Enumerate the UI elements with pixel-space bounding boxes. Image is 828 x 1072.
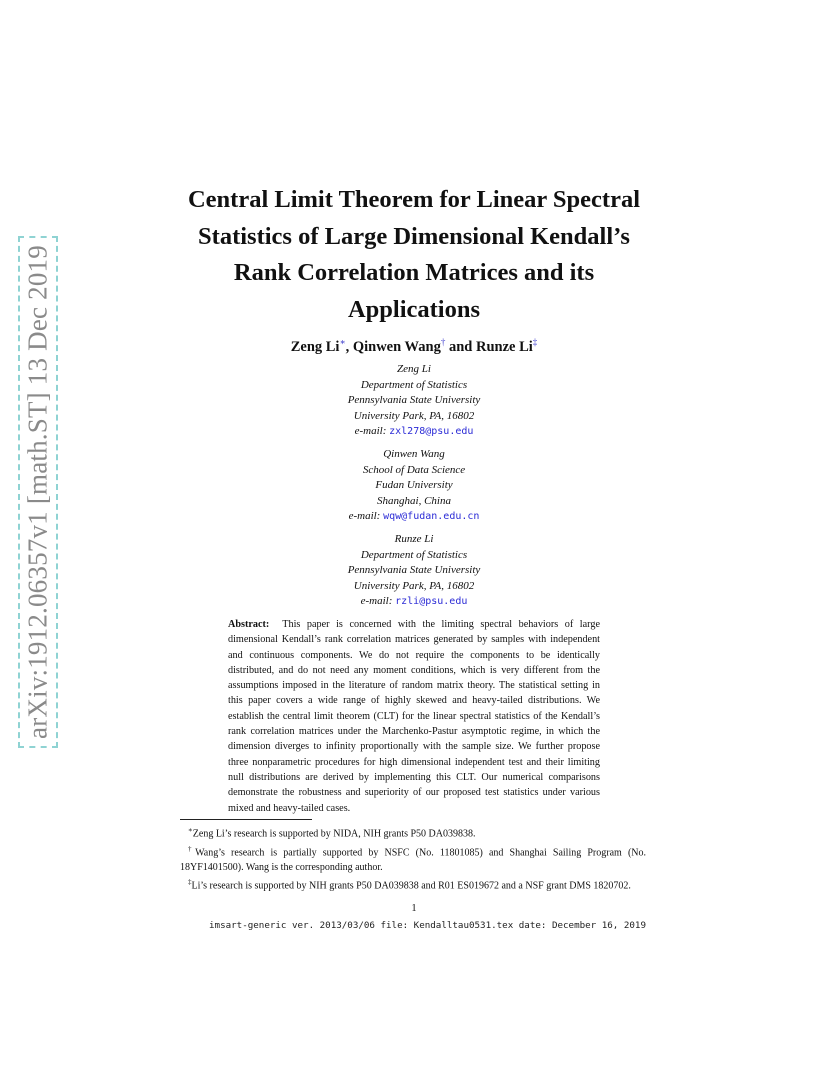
running-footer: imsart-generic ver. 2013/03/06 file: Kendalltau0531.tex date: December 16, 2019 bbox=[209, 920, 646, 931]
footnote-text: Zeng Li’s research is supported by NIDA, NIH grants P50 DA039838. bbox=[192, 828, 476, 840]
footnote bbox=[180, 842, 646, 876]
email-label: e-mail: bbox=[348, 510, 384, 522]
title-line-4: Applications bbox=[347, 295, 481, 323]
email-link[interactable]: wqw@fudan.edu.cn bbox=[383, 511, 480, 522]
footnote-link[interactable]: ‡ bbox=[532, 337, 538, 347]
title-line-3: Rank Correlation Matrices and its bbox=[233, 259, 595, 286]
abstract bbox=[228, 617, 600, 816]
affiliation-institution: Pennsylvania State University bbox=[347, 394, 481, 406]
affiliation-location: Shanghai, China bbox=[377, 494, 451, 507]
abstract-text: This paper is concerned with the limiting spectral behaviors of large dimensional Kendall’s rank correlation matrices generated by samples with independent and continuous components. We do not require the components to be identically distributed, and do not need any moment conditions, which is very different from the assumptions imposed in the literature of random matrix theory. The statistical setting in this paper covers a wide range of highly skewed and heavy-tailed distributions. We establish the central limit theorem (CLT) for the linear spectral statistics of the Kendall’s rank correlation matrices under the Marchenko-Pastur asymptotic regime, in which the dimension diverges to infinity proportionally with the sample size. We further propose three nonparametric procedures for high dimensional independent test and their limiting null distributions are derived by implementing this CLT. Our numerical comparisons demonstrate the robustness and superiority of our proposed test statistics under various mixed and heavy-tailed cases. bbox=[228, 619, 600, 814]
footnote-link[interactable]: ∗ bbox=[339, 337, 346, 347]
author-separator: , bbox=[345, 338, 353, 355]
affiliation-block bbox=[150, 532, 678, 610]
email-link[interactable]: rzli@psu.edu bbox=[395, 596, 468, 607]
arxiv-stamp bbox=[18, 236, 58, 748]
affiliation-institution: Pennsylvania State University bbox=[347, 564, 481, 576]
author-name: Qinwen Wang bbox=[352, 338, 441, 355]
footnote-mark: ‡ bbox=[188, 878, 192, 887]
affiliation-block bbox=[150, 362, 678, 440]
footnote-mark: ∗ bbox=[188, 826, 193, 834]
footnote bbox=[180, 823, 646, 842]
footnote-text: Li’s research is supported by NIH grants P50 DA039838 and R01 ES019672 and a NSF grant DMS 1820702. bbox=[191, 880, 631, 892]
affiliation-email-line bbox=[150, 509, 678, 525]
email-link[interactable]: zxl278@psu.edu bbox=[389, 426, 474, 437]
author-name: Runze Li bbox=[475, 338, 533, 355]
title-line-1: Central Limit Theorem for Linear Spectral bbox=[187, 186, 641, 213]
affiliation-name: Runze Li bbox=[394, 533, 434, 545]
affiliation-location: University Park, PA, 16802 bbox=[353, 579, 475, 592]
affiliation-location: University Park, PA, 16802 bbox=[353, 409, 475, 422]
footnote-link[interactable]: † bbox=[440, 337, 446, 347]
abstract-label: Abstract: bbox=[228, 619, 270, 630]
affiliation-name: Qinwen Wang bbox=[383, 448, 445, 460]
author-name: Zeng Li bbox=[290, 338, 340, 355]
email-label: e-mail: bbox=[354, 425, 390, 437]
author-list bbox=[150, 337, 678, 356]
author-conjunction: and bbox=[445, 338, 476, 355]
footnote bbox=[180, 875, 646, 894]
affiliation-email-line bbox=[150, 424, 678, 440]
affiliation-department: Department of Statistics bbox=[360, 548, 468, 561]
paper-title bbox=[150, 182, 678, 328]
affiliation-name: Zeng Li bbox=[397, 363, 431, 375]
footnote-rule bbox=[180, 819, 312, 820]
affiliation-email-line bbox=[150, 594, 678, 610]
footnote-mark: † bbox=[188, 844, 196, 853]
affiliation-department: School of Data Science bbox=[362, 463, 466, 476]
email-label: e-mail: bbox=[360, 595, 396, 607]
footnotes bbox=[180, 823, 646, 894]
affiliation-institution: Fudan University bbox=[375, 479, 453, 491]
arxiv-identifier: arXiv:1912.06357v1 [math.ST] 13 Dec 2019 bbox=[22, 245, 53, 739]
title-line-2: Statistics of Large Dimensional Kendall’s bbox=[198, 222, 630, 250]
page-number: 1 bbox=[411, 903, 417, 914]
affiliation-block bbox=[150, 447, 678, 525]
affiliation-department: Department of Statistics bbox=[360, 378, 468, 391]
footnote-text: Wang’s research is partially supported by NSFC (No. 11801085) and Shanghai Sailing Program (No. 18YF1401500). Wang is the corresponding author. bbox=[180, 846, 646, 874]
